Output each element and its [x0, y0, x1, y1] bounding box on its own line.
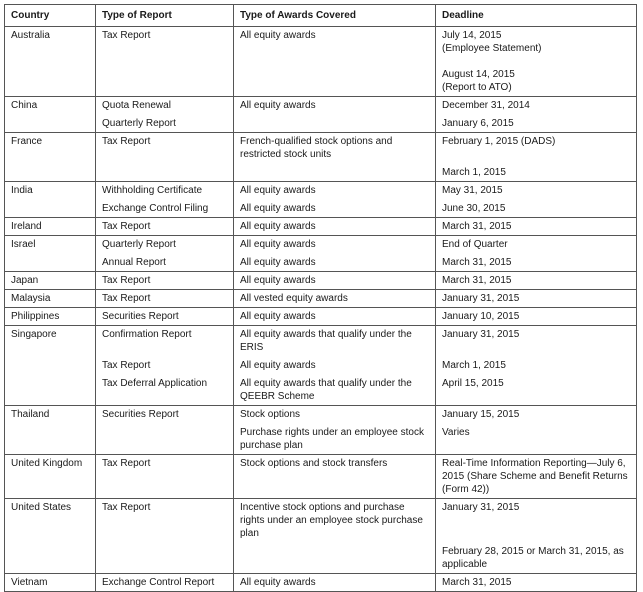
deadline-item: January 31, 2015 [442, 329, 520, 340]
report-item: Tax Report [102, 293, 151, 304]
report-cell [96, 133, 234, 182]
table-row [5, 272, 637, 290]
deadline-cell [436, 326, 637, 406]
report-item: Exchange Control Report [102, 577, 215, 588]
awards-item: All equity awards [240, 311, 316, 322]
report-item: Tax Report [102, 502, 151, 513]
deadline-cell [436, 236, 637, 272]
table-row [5, 574, 637, 592]
awards-cell [234, 455, 436, 499]
deadline-cell [436, 290, 637, 308]
awards-item: All equity awards [240, 360, 316, 371]
report-item: Securities Report [102, 409, 179, 420]
header-deadline: Deadline [436, 5, 637, 27]
deadline-item: January 31, 2015 [442, 293, 520, 304]
country-cell: Australia [5, 27, 96, 97]
table-row [5, 455, 637, 499]
report-item: Annual Report [102, 257, 166, 268]
awards-item: Stock options and stock transfers [240, 458, 388, 469]
table-row [5, 236, 637, 272]
awards-cell [234, 182, 436, 218]
deadline-cell [436, 97, 637, 133]
deadline-item: January 10, 2015 [442, 311, 520, 322]
awards-item: All equity awards [240, 100, 316, 111]
awards-item: All equity awards [240, 30, 316, 41]
reporting-deadlines-table [4, 4, 637, 592]
report-cell [96, 27, 234, 97]
report-item: Tax Report [102, 360, 151, 371]
country-cell: India [5, 182, 96, 218]
awards-item: All equity awards [240, 185, 316, 196]
deadline-cell [436, 27, 637, 97]
report-item: Tax Report [102, 458, 151, 469]
country-cell: Vietnam [5, 574, 96, 592]
table-row [5, 97, 637, 133]
deadline-cell [436, 182, 637, 218]
country-cell: Thailand [5, 406, 96, 455]
awards-item: All equity awards [240, 221, 316, 232]
awards-cell [234, 308, 436, 326]
deadline-item: Real-Time Information Reporting—July 6, 2015 (Share Scheme and Benefit Returns (Form 42)) [442, 458, 628, 495]
deadline-item: February 1, 2015 (DADS) [442, 136, 556, 147]
awards-item [240, 166, 430, 179]
awards-item: All vested equity awards [240, 293, 348, 304]
table-row [5, 27, 637, 97]
report-item: Tax Report [102, 221, 151, 232]
report-item: Quarterly Report [102, 239, 176, 250]
awards-item: Purchase rights under an employee stock purchase plan [240, 427, 424, 451]
report-cell [96, 182, 234, 218]
header-row [5, 5, 637, 27]
deadline-cell [436, 406, 637, 455]
deadline-item: End of Quarter [442, 239, 508, 250]
report-item: Withholding Certificate [102, 185, 203, 196]
country-cell: United States [5, 499, 96, 574]
deadline-item: January 15, 2015 [442, 409, 520, 420]
deadline-item: Varies [442, 427, 470, 438]
country-cell: Japan [5, 272, 96, 290]
deadline-item: May 31, 2015 [442, 185, 503, 196]
report-item: Tax Deferral Application [102, 378, 208, 389]
awards-item: All equity awards [240, 257, 316, 268]
deadline-item: January 6, 2015 [442, 118, 514, 129]
awards-cell [234, 574, 436, 592]
awards-cell [234, 236, 436, 272]
deadline-item: March 1, 2015 [442, 360, 506, 371]
report-item [102, 166, 228, 179]
report-cell [96, 574, 234, 592]
deadline-cell [436, 574, 637, 592]
deadline-item: March 31, 2015 [442, 577, 512, 588]
report-item: Confirmation Report [102, 329, 192, 340]
awards-cell [234, 290, 436, 308]
awards-item: All equity awards that qualify under the QEEBR Scheme [240, 378, 412, 402]
awards-item: Incentive stock options and purchase rights under an employee stock purchase plan [240, 502, 423, 539]
header-country: Country [5, 5, 96, 27]
awards-cell [234, 326, 436, 406]
table-row [5, 406, 637, 455]
awards-cell [234, 499, 436, 574]
awards-item: All equity awards [240, 239, 316, 250]
country-cell: China [5, 97, 96, 133]
header-type-of-awards: Type of Awards Covered [234, 5, 436, 27]
country-cell: Philippines [5, 308, 96, 326]
country-cell: Israel [5, 236, 96, 272]
awards-item: All equity awards [240, 203, 316, 214]
deadline-cell [436, 455, 637, 499]
country-cell: Malaysia [5, 290, 96, 308]
table-row [5, 218, 637, 236]
report-item [102, 426, 228, 452]
report-cell [96, 308, 234, 326]
deadline-item: March 1, 2015 [442, 167, 506, 178]
report-cell [96, 326, 234, 406]
table-row [5, 499, 637, 574]
awards-cell [234, 218, 436, 236]
deadline-cell [436, 272, 637, 290]
deadline-item: March 31, 2015 [442, 257, 512, 268]
deadline-cell [436, 499, 637, 574]
report-item: Tax Report [102, 136, 151, 147]
table-row [5, 326, 637, 406]
report-cell [96, 236, 234, 272]
report-cell [96, 290, 234, 308]
report-item: Quarterly Report [102, 118, 176, 129]
table-row [5, 290, 637, 308]
deadline-item: March 31, 2015 [442, 275, 512, 286]
awards-item: All equity awards that qualify under the ERIS [240, 329, 412, 353]
deadline-cell [436, 218, 637, 236]
awards-cell [234, 27, 436, 97]
report-item [102, 545, 228, 571]
awards-item: Stock options [240, 409, 301, 420]
header-type-of-report: Type of Report [96, 5, 234, 27]
table-row [5, 182, 637, 218]
table-row [5, 308, 637, 326]
report-cell [96, 455, 234, 499]
deadline-item: March 31, 2015 [442, 221, 512, 232]
report-item: Securities Report [102, 311, 179, 322]
report-cell [96, 499, 234, 574]
deadline-item: December 31, 2014 [442, 100, 530, 111]
deadline-item: April 15, 2015 [442, 378, 504, 389]
country-cell: France [5, 133, 96, 182]
deadline-cell [436, 308, 637, 326]
report-cell [96, 406, 234, 455]
report-item: Tax Report [102, 30, 151, 41]
awards-cell [234, 272, 436, 290]
awards-item [240, 117, 430, 130]
awards-item [240, 545, 430, 571]
deadline-cell [436, 133, 637, 182]
deadline-item: February 28, 2015 or March 31, 2015, as applicable [442, 546, 624, 570]
country-cell: Ireland [5, 218, 96, 236]
awards-cell [234, 97, 436, 133]
report-cell [96, 272, 234, 290]
country-cell: United Kingdom [5, 455, 96, 499]
awards-item: All equity awards [240, 275, 316, 286]
report-item: Quota Renewal [102, 100, 171, 111]
deadline-item: July 14, 2015 (Employee Statement) August 14, 2015 (Report to ATO) [442, 30, 542, 93]
awards-item: French-qualified stock options and restricted stock units [240, 136, 393, 160]
awards-cell [234, 133, 436, 182]
deadline-item: June 30, 2015 [442, 203, 506, 214]
country-cell: Singapore [5, 326, 96, 406]
awards-item: All equity awards [240, 577, 316, 588]
table-body [5, 27, 637, 592]
report-item: Tax Report [102, 275, 151, 286]
table-row [5, 133, 637, 182]
report-cell [96, 218, 234, 236]
report-item: Exchange Control Filing [102, 203, 209, 214]
deadline-item: January 31, 2015 [442, 502, 520, 513]
report-cell [96, 97, 234, 133]
awards-cell [234, 406, 436, 455]
